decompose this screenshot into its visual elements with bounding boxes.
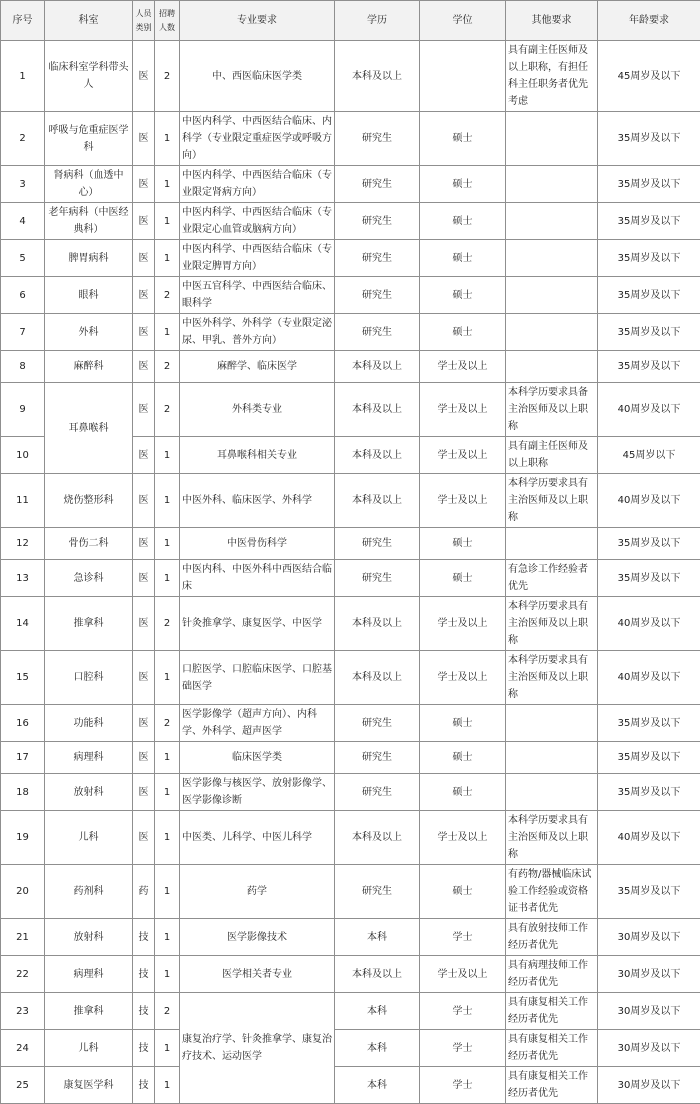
col-category: 医 (133, 166, 155, 203)
col-count: 2 (155, 705, 180, 742)
col-degree: 学士及以上 (420, 474, 506, 528)
col-count: 1 (155, 1067, 180, 1104)
col-education: 本科 (335, 1030, 420, 1067)
col-count: 1 (155, 166, 180, 203)
col-education: 研究生 (335, 560, 420, 597)
col-degree: 硕士 (420, 528, 506, 560)
col-count: 1 (155, 528, 180, 560)
col-age: 40周岁及以下 (598, 474, 700, 528)
col-category: 医 (133, 383, 155, 437)
col-no: 5 (1, 240, 45, 277)
table-row (1, 993, 700, 1030)
col-other (506, 203, 598, 240)
col-other: 具有康复相关工作经历者优先 (506, 993, 598, 1030)
col-no: 7 (1, 314, 45, 351)
table-header-row (1, 1, 700, 41)
col-degree: 硕士 (420, 774, 506, 811)
table-row (1, 240, 700, 277)
col-major: 口腔医学、口腔临床医学、口腔基础医学 (180, 651, 335, 705)
col-category: 医 (133, 112, 155, 166)
col-category: 医 (133, 742, 155, 774)
header-category: 人员类别 (133, 1, 155, 41)
col-no: 23 (1, 993, 45, 1030)
table-row (1, 383, 700, 437)
col-degree: 硕士 (420, 865, 506, 919)
col-degree: 学士及以上 (420, 437, 506, 474)
col-category: 医 (133, 597, 155, 651)
col-category: 医 (133, 474, 155, 528)
col-dept: 烧伤整形科 (45, 474, 133, 528)
col-age: 35周岁及以下 (598, 560, 700, 597)
col-major: 中医外科学、外科学（专业限定泌尿、甲乳、普外方向） (180, 314, 335, 351)
col-category: 医 (133, 528, 155, 560)
col-degree: 学士及以上 (420, 811, 506, 865)
header-count: 招聘人数 (155, 1, 180, 41)
col-other: 本科学历要求具有主治医师及以上职称 (506, 474, 598, 528)
col-dept: 脾胃病科 (45, 240, 133, 277)
col-count: 1 (155, 956, 180, 993)
col-count: 2 (155, 351, 180, 383)
col-no: 17 (1, 742, 45, 774)
col-age: 40周岁及以下 (598, 597, 700, 651)
col-dept: 急诊科 (45, 560, 133, 597)
col-dept: 呼吸与危重症医学科 (45, 112, 133, 166)
col-major: 康复治疗学、针灸推拿学、康复治疗技术、运动医学 (180, 993, 335, 1104)
col-count: 1 (155, 811, 180, 865)
col-dept: 病理科 (45, 742, 133, 774)
col-dept: 老年病科（中医经典科） (45, 203, 133, 240)
col-education: 本科 (335, 1067, 420, 1104)
col-age: 35周岁及以下 (598, 240, 700, 277)
col-count: 2 (155, 277, 180, 314)
col-major: 麻醉学、临床医学 (180, 351, 335, 383)
col-category: 医 (133, 651, 155, 705)
col-category: 医 (133, 41, 155, 112)
col-dept: 放射科 (45, 774, 133, 811)
col-major: 中医内科学、中西医结合临床（专业限定心血管或脑病方向） (180, 203, 335, 240)
col-age: 35周岁及以下 (598, 742, 700, 774)
col-count: 2 (155, 383, 180, 437)
col-education: 研究生 (335, 166, 420, 203)
header-no: 序号 (1, 1, 45, 41)
col-major: 外科类专业 (180, 383, 335, 437)
col-major: 中医骨伤科学 (180, 528, 335, 560)
table-row (1, 528, 700, 560)
col-category: 医 (133, 240, 155, 277)
header-education: 学历 (335, 1, 420, 41)
col-other (506, 705, 598, 742)
col-degree: 学士及以上 (420, 597, 506, 651)
col-education: 研究生 (335, 742, 420, 774)
col-no: 11 (1, 474, 45, 528)
col-other: 有急诊工作经验者优先 (506, 560, 598, 597)
col-count: 1 (155, 474, 180, 528)
col-dept: 推拿科 (45, 597, 133, 651)
col-category: 医 (133, 277, 155, 314)
col-major: 药学 (180, 865, 335, 919)
col-count: 1 (155, 112, 180, 166)
col-education: 研究生 (335, 203, 420, 240)
col-no: 2 (1, 112, 45, 166)
col-other: 具有康复相关工作经历者优先 (506, 1067, 598, 1104)
col-no: 20 (1, 865, 45, 919)
col-no: 1 (1, 41, 45, 112)
col-no: 24 (1, 1030, 45, 1067)
col-degree: 学士 (420, 1030, 506, 1067)
col-dept: 耳鼻喉科 (45, 383, 133, 474)
table-row (1, 651, 700, 705)
col-count: 1 (155, 560, 180, 597)
col-other: 本科学历要求具有主治医师及以上职称 (506, 811, 598, 865)
col-other: 具有副主任医师及以上职称，有担任科主任职务者优先考虑 (506, 41, 598, 112)
col-age: 35周岁及以下 (598, 865, 700, 919)
col-no: 15 (1, 651, 45, 705)
col-count: 1 (155, 203, 180, 240)
col-education: 本科及以上 (335, 383, 420, 437)
col-no: 22 (1, 956, 45, 993)
col-category: 医 (133, 811, 155, 865)
col-dept: 麻醉科 (45, 351, 133, 383)
col-other (506, 240, 598, 277)
col-dept: 眼科 (45, 277, 133, 314)
col-other: 本科学历要求具有主治医师及以上职称 (506, 597, 598, 651)
header-other: 其他要求 (506, 1, 598, 41)
col-other: 本科学历要求具备主治医师及以上职称 (506, 383, 598, 437)
col-dept: 康复医学科 (45, 1067, 133, 1104)
table-row (1, 203, 700, 240)
table-row (1, 811, 700, 865)
col-education: 本科 (335, 919, 420, 956)
col-category: 技 (133, 1030, 155, 1067)
col-education: 本科及以上 (335, 437, 420, 474)
header-degree: 学位 (420, 1, 506, 41)
col-education: 本科及以上 (335, 351, 420, 383)
col-education: 研究生 (335, 528, 420, 560)
col-age: 35周岁及以下 (598, 528, 700, 560)
col-count: 2 (155, 41, 180, 112)
col-education: 本科及以上 (335, 597, 420, 651)
col-no: 19 (1, 811, 45, 865)
col-degree: 硕士 (420, 203, 506, 240)
col-count: 1 (155, 437, 180, 474)
col-category: 医 (133, 314, 155, 351)
col-education: 研究生 (335, 314, 420, 351)
col-dept: 儿科 (45, 811, 133, 865)
col-no: 13 (1, 560, 45, 597)
col-no: 21 (1, 919, 45, 956)
col-degree: 硕士 (420, 112, 506, 166)
header-dept: 科室 (45, 1, 133, 41)
col-other: 本科学历要求具有主治医师及以上职称 (506, 651, 598, 705)
table-row (1, 314, 700, 351)
col-education: 研究生 (335, 774, 420, 811)
col-no: 10 (1, 437, 45, 474)
col-age: 45周岁及以下 (598, 41, 700, 112)
col-age: 40周岁及以下 (598, 811, 700, 865)
col-count: 2 (155, 993, 180, 1030)
col-major: 医学影像学（超声方向）、内科学、外科学、超声医学 (180, 705, 335, 742)
col-no: 8 (1, 351, 45, 383)
table-row (1, 112, 700, 166)
col-dept: 功能科 (45, 705, 133, 742)
col-other (506, 351, 598, 383)
col-no: 3 (1, 166, 45, 203)
col-category: 医 (133, 705, 155, 742)
col-no: 25 (1, 1067, 45, 1104)
col-category: 技 (133, 956, 155, 993)
col-education: 本科及以上 (335, 651, 420, 705)
col-other (506, 528, 598, 560)
col-no: 4 (1, 203, 45, 240)
col-education: 本科及以上 (335, 41, 420, 112)
col-category: 技 (133, 993, 155, 1030)
col-age: 35周岁及以下 (598, 203, 700, 240)
col-degree: 硕士 (420, 705, 506, 742)
col-education: 本科 (335, 993, 420, 1030)
col-degree: 学士 (420, 919, 506, 956)
col-no: 18 (1, 774, 45, 811)
col-degree: 硕士 (420, 277, 506, 314)
col-degree: 硕士 (420, 314, 506, 351)
col-degree: 学士及以上 (420, 956, 506, 993)
col-age: 35周岁及以下 (598, 166, 700, 203)
col-education: 研究生 (335, 240, 420, 277)
col-dept: 放射科 (45, 919, 133, 956)
col-age: 40周岁及以下 (598, 383, 700, 437)
col-dept: 骨伤二科 (45, 528, 133, 560)
col-count: 1 (155, 314, 180, 351)
col-major: 中医外科、临床医学、外科学 (180, 474, 335, 528)
col-age: 30周岁及以下 (598, 919, 700, 956)
col-major: 中医内科学、中西医结合临床、内科学（专业限定重症医学或呼吸方向） (180, 112, 335, 166)
col-count: 2 (155, 597, 180, 651)
col-dept: 口腔科 (45, 651, 133, 705)
col-no: 9 (1, 383, 45, 437)
col-age: 45周岁以下 (598, 437, 700, 474)
col-dept: 推拿科 (45, 993, 133, 1030)
col-category: 药 (133, 865, 155, 919)
table-row (1, 919, 700, 956)
col-count: 1 (155, 742, 180, 774)
table-row (1, 742, 700, 774)
col-category: 医 (133, 351, 155, 383)
col-degree: 硕士 (420, 742, 506, 774)
col-major: 中医内科学、中西医结合临床（专业限定肾病方向） (180, 166, 335, 203)
col-education: 本科及以上 (335, 811, 420, 865)
col-dept: 肾病科（血透中心） (45, 166, 133, 203)
col-other: 具有康复相关工作经历者优先 (506, 1030, 598, 1067)
col-age: 40周岁及以下 (598, 651, 700, 705)
col-dept: 临床科室学科带头人 (45, 41, 133, 112)
col-age: 35周岁及以下 (598, 277, 700, 314)
col-other (506, 277, 598, 314)
col-degree: 学士 (420, 1067, 506, 1104)
col-dept: 病理科 (45, 956, 133, 993)
col-category: 医 (133, 437, 155, 474)
col-no: 12 (1, 528, 45, 560)
table-row (1, 774, 700, 811)
col-other: 有药物/器械临床试验工作经验或资格证书者优先 (506, 865, 598, 919)
col-major: 医学影像技术 (180, 919, 335, 956)
col-other (506, 166, 598, 203)
table-row (1, 41, 700, 112)
header-major: 专业要求 (180, 1, 335, 41)
col-no: 6 (1, 277, 45, 314)
col-degree (420, 41, 506, 112)
table-row (1, 956, 700, 993)
col-degree: 硕士 (420, 560, 506, 597)
col-category: 医 (133, 560, 155, 597)
col-count: 1 (155, 865, 180, 919)
col-major: 耳鼻喉科相关专业 (180, 437, 335, 474)
col-degree: 硕士 (420, 240, 506, 277)
col-age: 30周岁及以下 (598, 956, 700, 993)
col-category: 医 (133, 774, 155, 811)
table-row (1, 166, 700, 203)
col-major: 中、西医临床医学类 (180, 41, 335, 112)
col-count: 1 (155, 1030, 180, 1067)
col-major: 针灸推拿学、康复医学、中医学 (180, 597, 335, 651)
table-row (1, 277, 700, 314)
col-other: 具有副主任医师及以上职称 (506, 437, 598, 474)
col-age: 35周岁及以下 (598, 314, 700, 351)
table-row (1, 597, 700, 651)
col-category: 医 (133, 203, 155, 240)
col-degree: 学士及以上 (420, 351, 506, 383)
col-other (506, 742, 598, 774)
col-other: 具有病理技师工作经历者优先 (506, 956, 598, 993)
col-degree: 硕士 (420, 166, 506, 203)
col-other (506, 314, 598, 351)
col-no: 16 (1, 705, 45, 742)
col-count: 1 (155, 651, 180, 705)
col-education: 研究生 (335, 865, 420, 919)
col-count: 1 (155, 774, 180, 811)
col-education: 本科及以上 (335, 956, 420, 993)
table-row (1, 560, 700, 597)
table-row (1, 1067, 700, 1104)
col-category: 技 (133, 1067, 155, 1104)
table-row (1, 351, 700, 383)
col-major: 医学相关者专业 (180, 956, 335, 993)
col-age: 30周岁及以下 (598, 1067, 700, 1104)
col-category: 技 (133, 919, 155, 956)
col-degree: 学士及以上 (420, 383, 506, 437)
col-major: 中医内科、中医外科中西医结合临床 (180, 560, 335, 597)
col-degree: 学士 (420, 993, 506, 1030)
col-education: 研究生 (335, 112, 420, 166)
col-dept: 外科 (45, 314, 133, 351)
table-row (1, 1030, 700, 1067)
col-age: 35周岁及以下 (598, 351, 700, 383)
col-degree: 学士及以上 (420, 651, 506, 705)
col-education: 研究生 (335, 705, 420, 742)
col-dept: 药剂科 (45, 865, 133, 919)
col-age: 30周岁及以下 (598, 993, 700, 1030)
col-major: 中医五官科学、中西医结合临床、眼科学 (180, 277, 335, 314)
col-education: 研究生 (335, 277, 420, 314)
header-age: 年龄要求 (598, 1, 700, 41)
table-row (1, 474, 700, 528)
col-education: 本科及以上 (335, 474, 420, 528)
col-age: 35周岁及以下 (598, 774, 700, 811)
col-dept: 儿科 (45, 1030, 133, 1067)
col-other: 具有放射技师工作经历者优先 (506, 919, 598, 956)
col-count: 1 (155, 919, 180, 956)
col-other (506, 774, 598, 811)
col-major: 中医内科学、中西医结合临床（专业限定脾胃方向） (180, 240, 335, 277)
col-count: 1 (155, 240, 180, 277)
col-age: 30周岁及以下 (598, 1030, 700, 1067)
col-major: 医学影像与核医学、放射影像学、医学影像诊断 (180, 774, 335, 811)
col-age: 35周岁及以下 (598, 112, 700, 166)
col-major: 临床医学类 (180, 742, 335, 774)
table-row (1, 705, 700, 742)
col-other (506, 112, 598, 166)
col-age: 35周岁及以下 (598, 705, 700, 742)
table-row (1, 865, 700, 919)
col-no: 14 (1, 597, 45, 651)
col-major: 中医类、儿科学、中医儿科学 (180, 811, 335, 865)
